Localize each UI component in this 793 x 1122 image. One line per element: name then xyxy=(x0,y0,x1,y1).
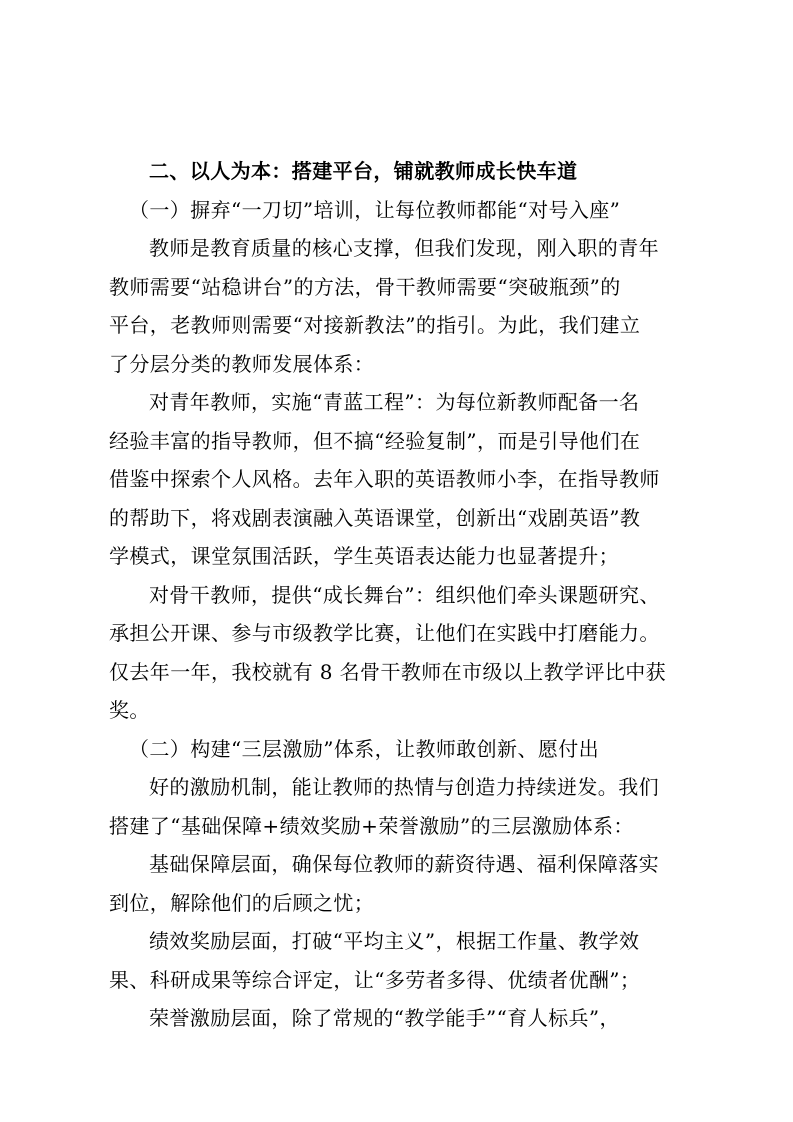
paragraph-line: 教师是教育质量的核心支撑，但我们发现，刚入职的青年 xyxy=(149,236,659,260)
paragraph-line: 教师需要“站稳讲台”的方法，骨干教师需要“突破瓶颈”的 xyxy=(109,274,621,299)
subheading-1: （一）摒弃“一刀切”培训，让每位教师都能“对号入座” xyxy=(129,197,621,222)
paragraph-line: 好的激励机制，能让教师的热情与创造力持续迸发。我们 xyxy=(149,775,659,799)
paragraph-line: 荣誉激励层面，除了常规的“教学能手”“育人标兵”， xyxy=(149,1006,620,1030)
paragraph-line: 搭建了“基础保障+绩效奖励+荣誉激励”的三层激励体系： xyxy=(109,813,634,838)
paragraph-line: 仅去年一年，我校就有 8 名骨干教师在市级以上教学评比中获 xyxy=(109,659,667,684)
paragraph-line: 果、科研成果等综合评定，让“多劳者多得、优绩者优酬”； xyxy=(109,967,641,992)
paragraph-line: 平台，老教师则需要“对接新教法”的指引。为此，我们建立 xyxy=(109,313,641,337)
paragraph-line: 绩效奖励层面，打破“平均主义”，根据工作量、教学效 xyxy=(149,929,640,953)
section-heading: 二、以人为本：搭建平台，铺就教师成长快车道 xyxy=(149,159,578,183)
paragraph-line: 对青年教师，实施“青蓝工程”：为每位新教师配备一名 xyxy=(149,390,640,414)
paragraph-line: 承担公开课、参与市级教学比赛，让他们在实践中打磨能力。 xyxy=(109,621,660,645)
subheading-2: （二）构建“三层激励”体系，让教师敢创新、愿付出 xyxy=(129,736,600,761)
paragraph-line: 到位，解除他们的后顾之忧； xyxy=(109,890,375,915)
document-body xyxy=(109,152,689,1038)
paragraph-line: 奖。 xyxy=(109,698,150,722)
paragraph-line: 借鉴中探索个人风格。去年入职的英语教师小李，在指导教师 xyxy=(109,467,660,491)
paragraph-line: 基础保障层面，确保每位教师的薪资待遇、福利保障落实 xyxy=(149,852,659,876)
paragraph-line: 的帮助下，将戏剧表演融入英语课堂，创新出“戏剧英语”教 xyxy=(109,505,641,530)
paragraph-line: 对骨干教师，提供“成长舞台”：组织他们牵头课题研究、 xyxy=(149,582,660,607)
paragraph-line: 了分层分类的教师发展体系： xyxy=(109,351,375,376)
paragraph-line: 学模式，课堂氛围活跃，学生英语表达能力也显著提升； xyxy=(109,544,619,568)
paragraph-line: 经验丰富的指导教师，但不搞“经验复制”，而是引导他们在 xyxy=(109,428,641,453)
